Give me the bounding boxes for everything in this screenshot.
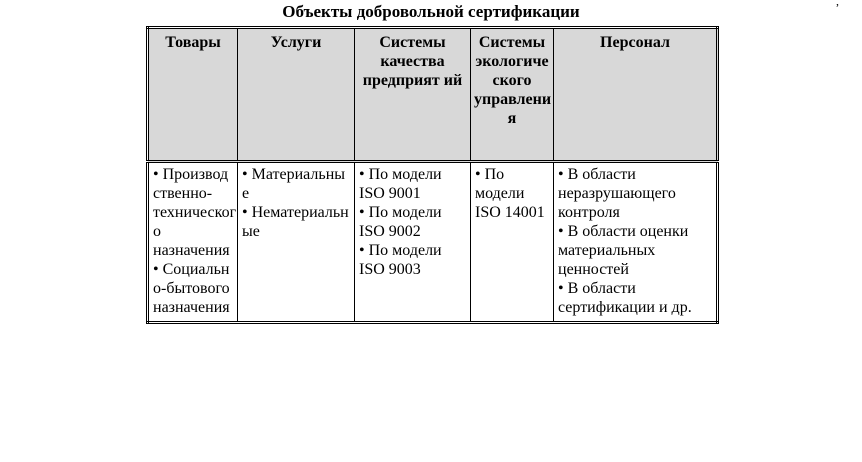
list-item: • Социальн о-бытового назначения <box>153 260 233 317</box>
list-item: • Производ ственно-техническог о назначения <box>153 165 233 260</box>
table-title: Объекты добровольной сертификации <box>282 2 580 21</box>
list-item: • В области оценки материальных ценностей <box>558 222 712 279</box>
cell-goods <box>148 162 238 323</box>
list-item: • В области неразрушающего контроля <box>558 165 712 222</box>
list-item: • По модели ISO 9002 <box>359 203 466 241</box>
header-quality-systems: Системы качества предприят ий <box>355 28 471 162</box>
header-services: Услуги <box>238 28 355 162</box>
cell-services <box>238 162 355 323</box>
list-item: • В области сертификации и др. <box>558 279 712 317</box>
list-item: • Материальны е <box>242 165 350 203</box>
list-item: • По модели ISO 9003 <box>359 241 466 279</box>
list-item: • Нематериальн ые <box>242 203 350 241</box>
cell-personnel <box>554 162 718 323</box>
table-row <box>148 162 718 323</box>
list-item: • По модели ISO 14001 <box>475 165 549 222</box>
header-environmental-systems: Системы экологиче ского управлени я <box>471 28 554 162</box>
header-row <box>148 28 718 162</box>
page-mark: , <box>836 0 839 8</box>
cell-environmental-systems <box>471 162 554 323</box>
cell-quality-systems <box>355 162 471 323</box>
certification-objects-table <box>146 26 719 324</box>
header-personnel: Персонал <box>554 28 718 162</box>
list-item: • По модели ISO 9001 <box>359 165 466 203</box>
header-goods: Товары <box>148 28 238 162</box>
